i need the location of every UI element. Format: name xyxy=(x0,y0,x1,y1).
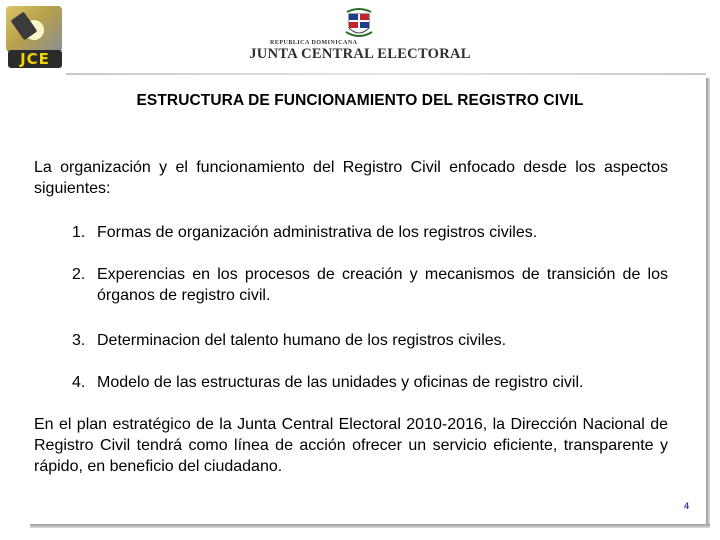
logo-text: JCE xyxy=(8,50,62,68)
list-item-number: 3. xyxy=(72,332,86,349)
intro-paragraph: La organización y el funcionamiento del Registro Civil enfocado desde los aspectos siguientes: xyxy=(34,159,668,197)
list-item-text: Formas de organización administrativa de los registros civiles. xyxy=(97,224,538,241)
page-number: 4 xyxy=(684,501,690,511)
coat-of-arms-icon xyxy=(344,6,374,40)
list-item-text: Determinacion del talento humano de los registros civiles. xyxy=(97,332,507,349)
list-item xyxy=(72,372,668,393)
list-item-number: 2. xyxy=(72,266,86,283)
list-item-number: 1. xyxy=(72,224,86,241)
closing-paragraph: En el plan estratégico de la Junta Central Electoral 2010-2016, la Dirección Nacional de Registro Civil tendrá como línea de acción ofrecer un servicio eficiente, transparente y rápido, en beneficio del ciudadano. xyxy=(34,416,668,475)
jce-logo xyxy=(6,6,62,66)
frame-shadow-right xyxy=(706,78,710,528)
institution-name: JUNTA CENTRAL ELECTORAL xyxy=(249,46,471,62)
list-item xyxy=(72,264,668,306)
list-item-number: 4. xyxy=(72,374,86,391)
frame-shadow-bottom xyxy=(30,524,710,528)
republic-label: REPUBLICA DOMINICANA xyxy=(270,40,358,46)
slide-title: ESTRUCTURA DE FUNCIONAMIENTO DEL REGISTRO CIVIL xyxy=(136,92,584,109)
list-item xyxy=(72,330,668,351)
list-item-text: Experencias en los procesos de creación y mecanismos de transición de los órganos de registro civil. xyxy=(97,266,668,304)
list-item xyxy=(72,222,668,243)
ballot-logo-icon xyxy=(6,6,62,52)
list-item-text: Modelo de las estructuras de las unidades y oficinas de registro civil. xyxy=(97,374,584,391)
header-divider xyxy=(66,73,706,75)
header xyxy=(230,40,490,63)
